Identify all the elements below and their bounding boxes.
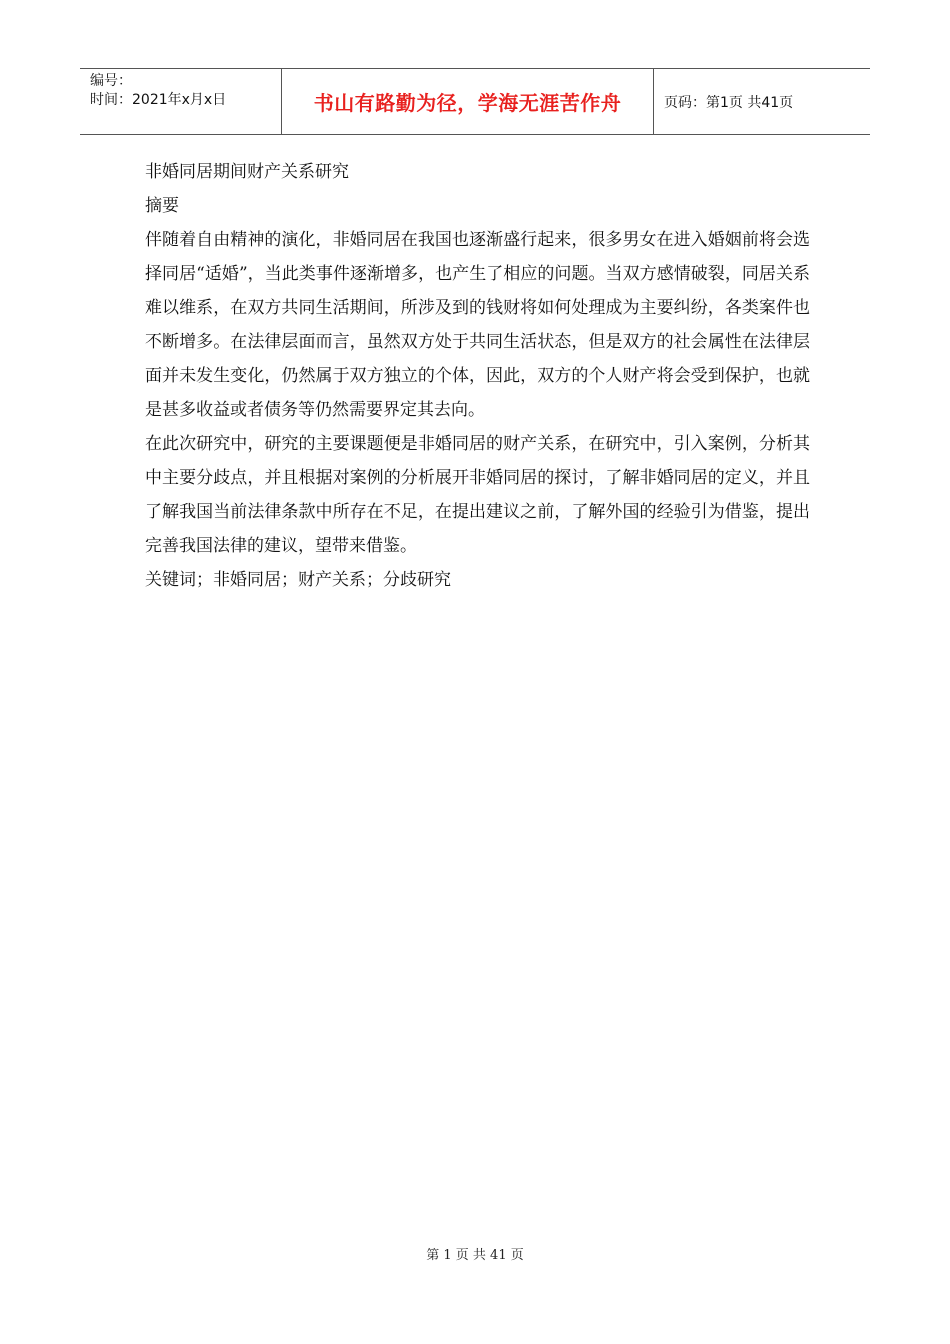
document-body <box>145 155 810 597</box>
header-meta <box>80 69 282 134</box>
page-header <box>80 68 870 135</box>
header-page-info: 页码：第1页 共41页 <box>664 94 794 111</box>
page-footer: 第 1 页 共 41 页 <box>426 1248 524 1263</box>
abstract-paragraph-1: 伴随着自由精神的演化，非婚同居在我国也逐渐盛行起来，很多男女在进入婚姻前将会选择同居“适婚”，当此类事件逐渐增多，也产生了相应的问题。当双方感情破裂，同居关系难以维系，在双方共同生活期间，所涉及到的钱财将如何处理成为主要纠纷，各类案件也不断增多。在法律层面而言，虽然双方处于共同生活状态，但是双方的社会属性在法律层面并未发生变化，仍然属于双方独立的个体，因此，双方的个人财产将会受到保护，也就是甚多收益或者债务等仍然需要界定其去向。 <box>145 230 810 420</box>
abstract-paragraph-2: 在此次研究中，研究的主要课题便是非婚同居的财产关系，在研究中，引入案例，分析其中主要分歧点，并且根据对案例的分析展开非婚同居的探讨，了解非婚同居的定义，并且了解我国当前法律条款中所存在不足，在提出建议之前，了解外国的经验引为借鉴，提出完善我国法律的建议，望带来借鉴。 <box>145 434 810 556</box>
document-number-label: 编号： <box>90 73 132 89</box>
header-motto: 书山有路勤为径，学海无涯苦作舟 <box>282 69 654 134</box>
abstract-heading: 摘要 <box>145 196 179 216</box>
keywords-line: 关键词；非婚同居；财产关系；分歧研究 <box>145 570 451 590</box>
document-date: 时间：2021年x月x日 <box>90 92 227 108</box>
document-title: 非婚同居期间财产关系研究 <box>145 162 349 182</box>
